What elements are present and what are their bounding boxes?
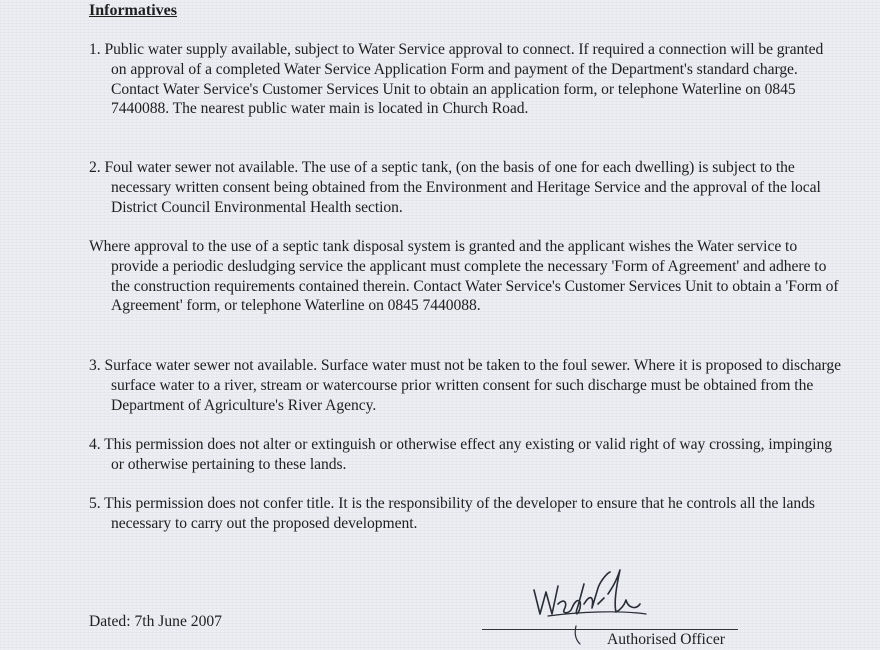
- dated-line: Dated: 7th June 2007: [89, 613, 222, 630]
- informative-1: 1. Public water supply available, subject to Water Service approval to connect. If required a connection will be granted on approval of a completed Water Service Application Form and payment of the Department's standard charge. Contact Water Service's Customer Services Unit to obtain an application form, or telephone Waterline on 0845 7440088. The nearest public water main is located in Church Road.: [89, 41, 824, 118]
- informative-2: 2. Foul water sewer not available. The use of a septic tank, (on the basis of one for each dwelling) is subject to the necessary written consent being obtained from the Environment and Heritage Service and the approval of the local District Council Environmental Health section.: [89, 159, 821, 216]
- informative-5: 5. This permission does not confer title. It is the responsibility of the developer to ensure that he controls all the lands necessary to carry out the proposed development.: [89, 495, 815, 532]
- informative-4: 4. This permission does not alter or extinguish or otherwise effect any existing or valid right of way crossing, impinging or otherwise pertaining to these lands.: [89, 436, 832, 473]
- page-title: Informatives: [89, 2, 177, 19]
- signature-label: Authorised Officer: [607, 631, 725, 648]
- informative-3: 3. Surface water sewer not available. Surface water must not be taken to the foul sewer. Where it is proposed to discharge surface water to a river, stream or watercourse prior written consent for such discharge must be obtained from the Department of Agriculture's River Agency.: [89, 357, 841, 414]
- septic-tank-note: Where approval to the use of a septic tank disposal system is granted and the applicant wishes the Water service to provide a periodic desludging service the applicant must complete the necessary 'Form of Agreement' and adhere to the construction requirements contained therein. Contact Water Service's Customer Services Unit to obtain a 'Form of Agreement' form, or telephone Waterline on 0845 7440088.: [89, 238, 839, 315]
